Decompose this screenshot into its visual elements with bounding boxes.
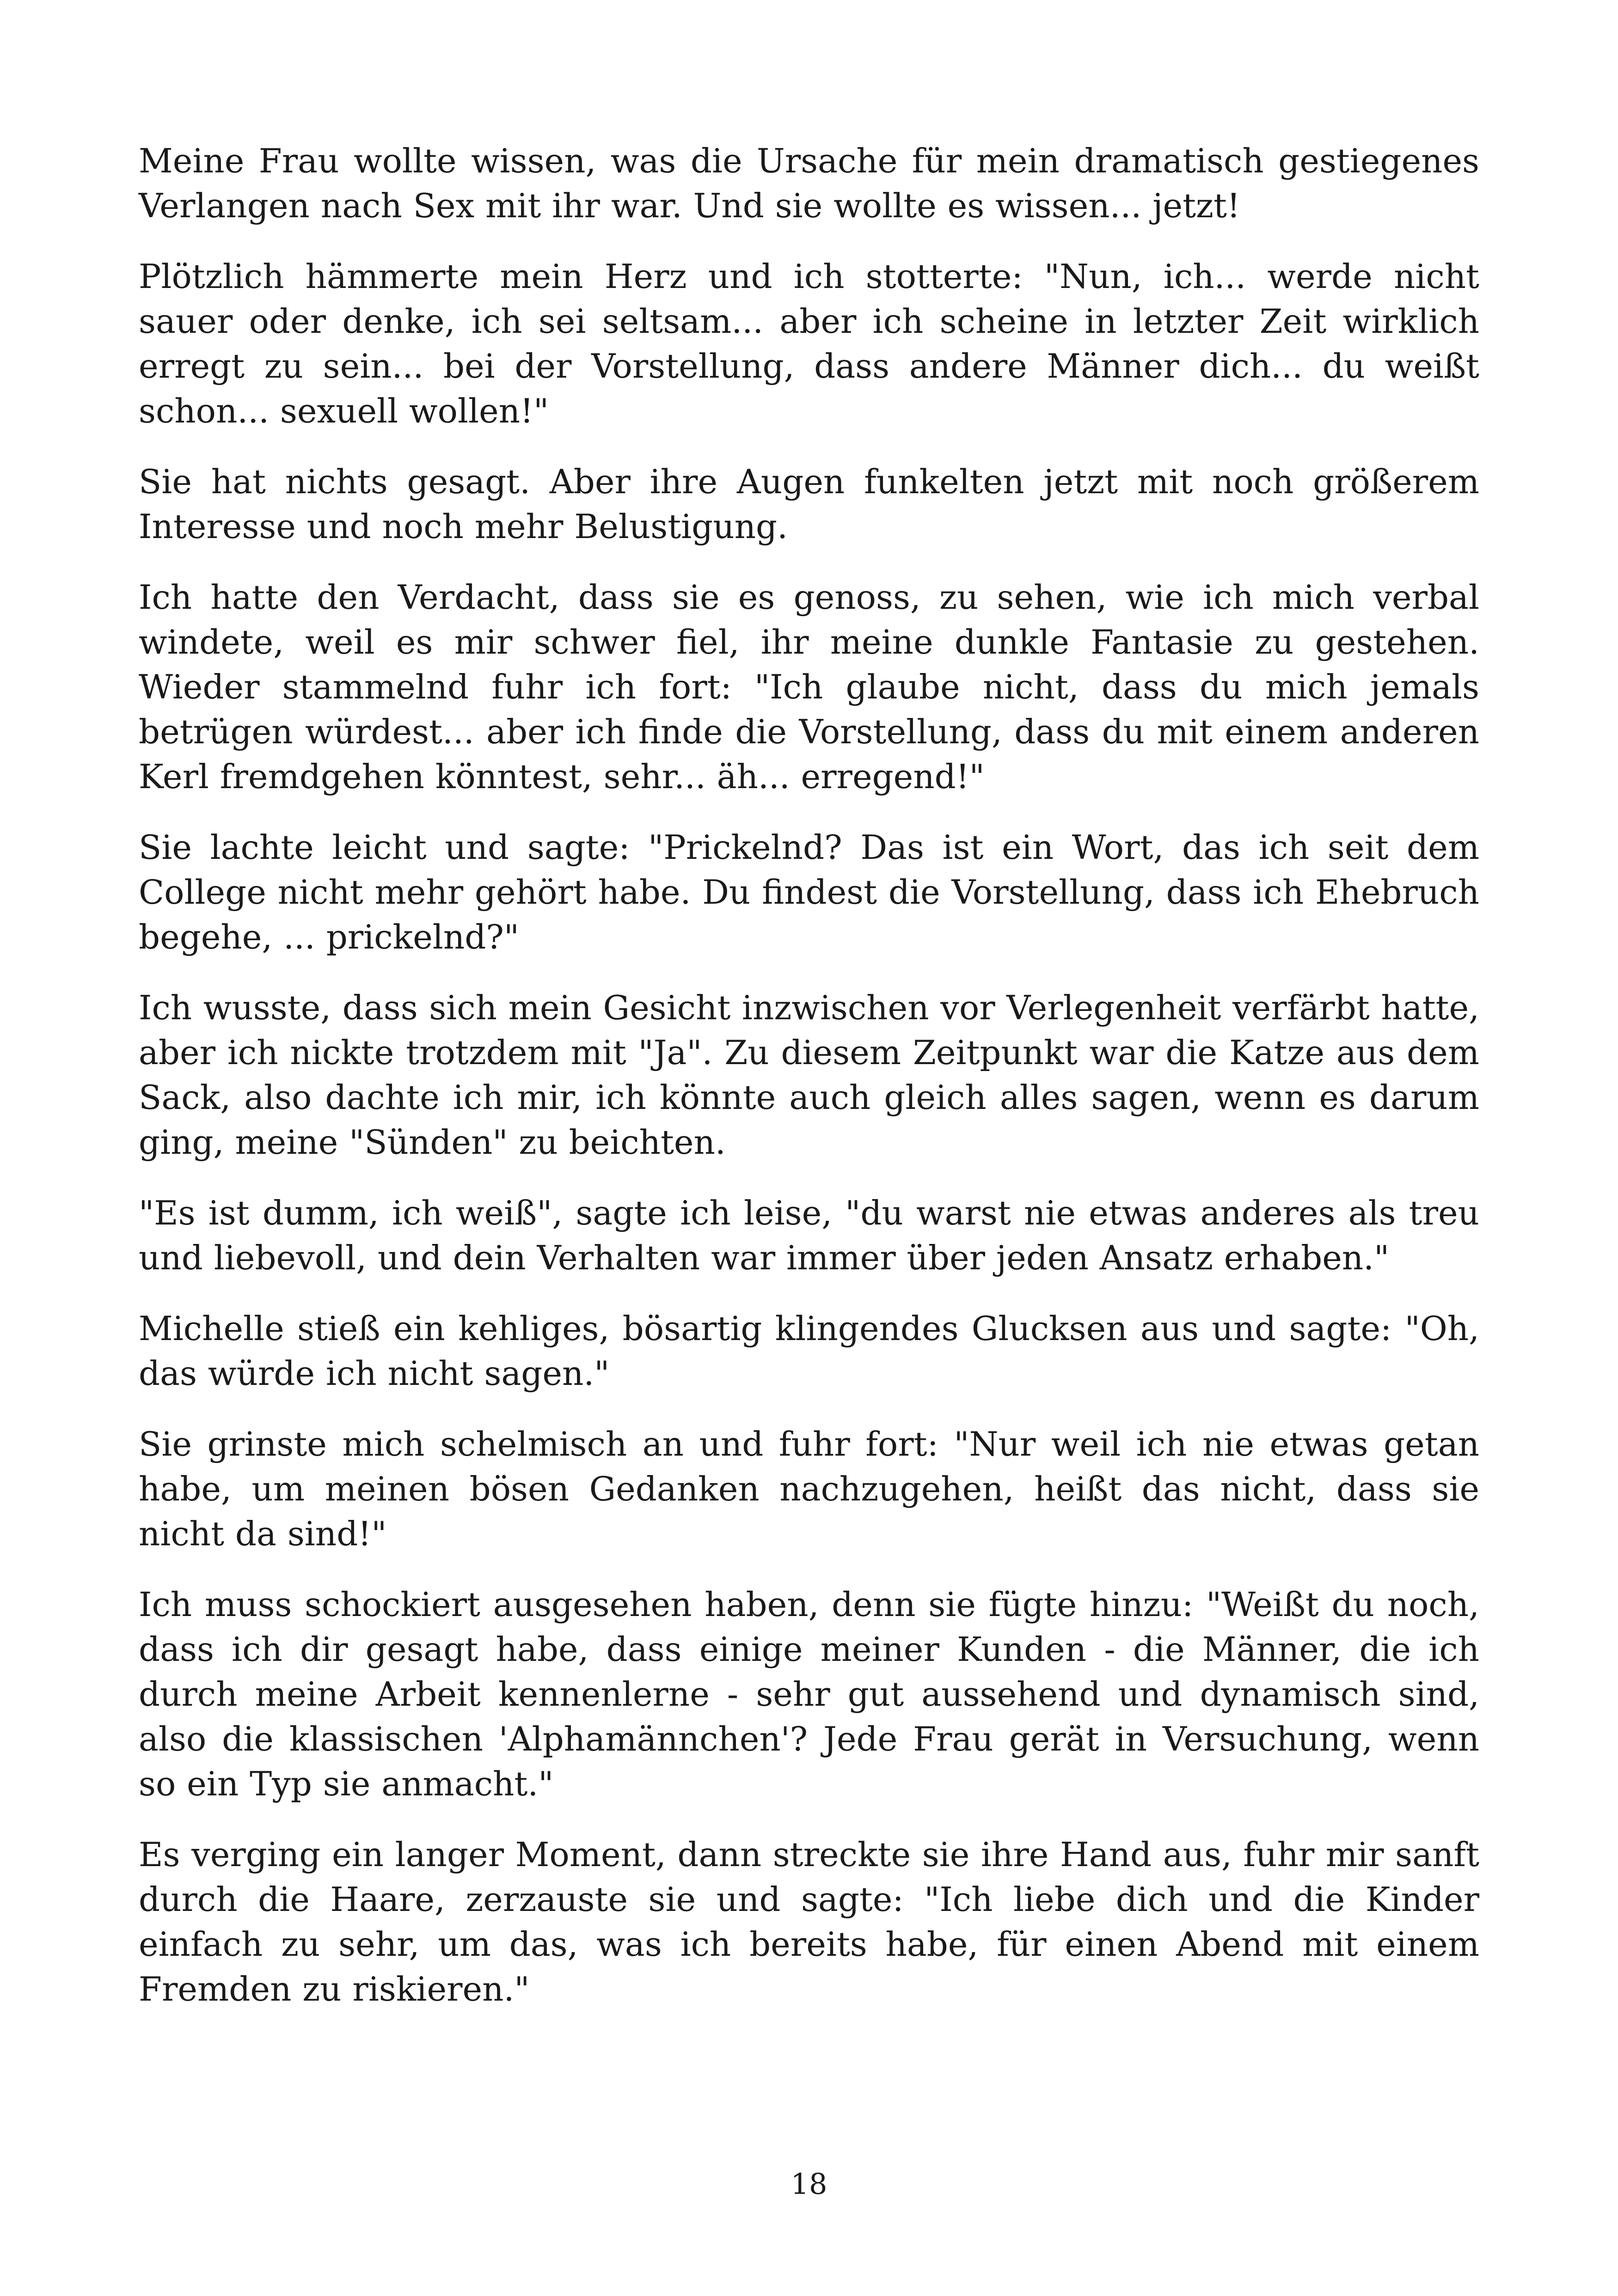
paragraph: Ich muss schockiert ausgesehen haben, denn sie fügte hinzu: "Weißt du noch, dass ich dir gesagt habe, dass einige meiner Kunden - die Männer, die ich durch meine Arbeit kennenlerne - sehr gut aussehend und dynamisch sind, also die klassischen 'Alphamännchen'? Jede Frau gerät in Versuchung, wenn so ein Typ sie anmacht." bbox=[139, 1585, 1479, 1803]
paragraph: Sie hat nichts gesagt. Aber ihre Augen funkelten jetzt mit noch größerem Interesse und noch mehr Belustigung. bbox=[139, 462, 1479, 546]
paragraph: Michelle stieß ein kehliges, bösartig klingendes Glucksen aus und sagte: "Oh, das würde ich nicht sagen." bbox=[139, 1309, 1479, 1393]
paragraph: Sie lachte leicht und sagte: "Prickelnd? Das ist ein Wort, das ich seit dem College nicht mehr gehört habe. Du findest die Vorstellung, dass ich Ehebruch begehe, ... prickelnd?" bbox=[139, 828, 1479, 956]
paragraph: Ich wusste, dass sich mein Gesicht inzwischen vor Verlegenheit verfärbt hatte, aber ich nickte trotzdem mit "Ja". Zu diesem Zeitpunkt war die Katze aus dem Sack, also dachte ich mir, ich könnte auch gleich alles sagen, wenn es darum ging, meine "Sünden" zu beichten. bbox=[139, 988, 1479, 1162]
paragraph: Meine Frau wollte wissen, was die Ursache für mein dramatisch gestiegenes Verlangen nach Sex mit ihr war. Und sie wollte es wissen... jetzt! bbox=[139, 141, 1479, 225]
paragraph: Ich hatte den Verdacht, dass sie es genoss, zu sehen, wie ich mich verbal windete, weil es mir schwer fiel, ihr meine dunkle Fantasie zu gestehen. Wieder stammelnd fuhr ich fort: "Ich glaube nicht, dass du mich jemals betrügen würdest... aber ich finde die Vorstellung, dass du mit einem anderen Kerl fremdgehen könntest, sehr... äh... erregend!" bbox=[139, 578, 1479, 796]
page-number: 18 bbox=[791, 2167, 827, 2201]
paragraph: Plötzlich hämmerte mein Herz und ich stotterte: "Nun, ich... werde nicht sauer oder denke, ich sei seltsam... aber ich scheine in letzter Zeit wirklich erregt zu sein... bei der Vorstellung, dass andere Männer dich... du weißt schon... sexuell wollen!" bbox=[139, 257, 1479, 430]
paragraph: Sie grinste mich schelmisch an und fuhr fort: "Nur weil ich nie etwas getan habe, um meinen bösen Gedanken nachzugehen, heißt das nicht, dass sie nicht da sind!" bbox=[139, 1425, 1479, 1553]
page-body bbox=[139, 139, 1479, 2038]
paragraph: Es verging ein langer Moment, dann streckte sie ihre Hand aus, fuhr mir sanft durch die Haare, zerzauste sie und sagte: "Ich liebe dich und die Kinder einfach zu sehr, um das, was ich bereits habe, für einen Abend mit einem Fremden zu riskieren." bbox=[139, 1835, 1479, 2008]
paragraph: "Es ist dumm, ich weiß", sagte ich leise, "du warst nie etwas anderes als treu und liebevoll, und dein Verhalten war immer über jeden Ansatz erhaben." bbox=[139, 1194, 1479, 1277]
